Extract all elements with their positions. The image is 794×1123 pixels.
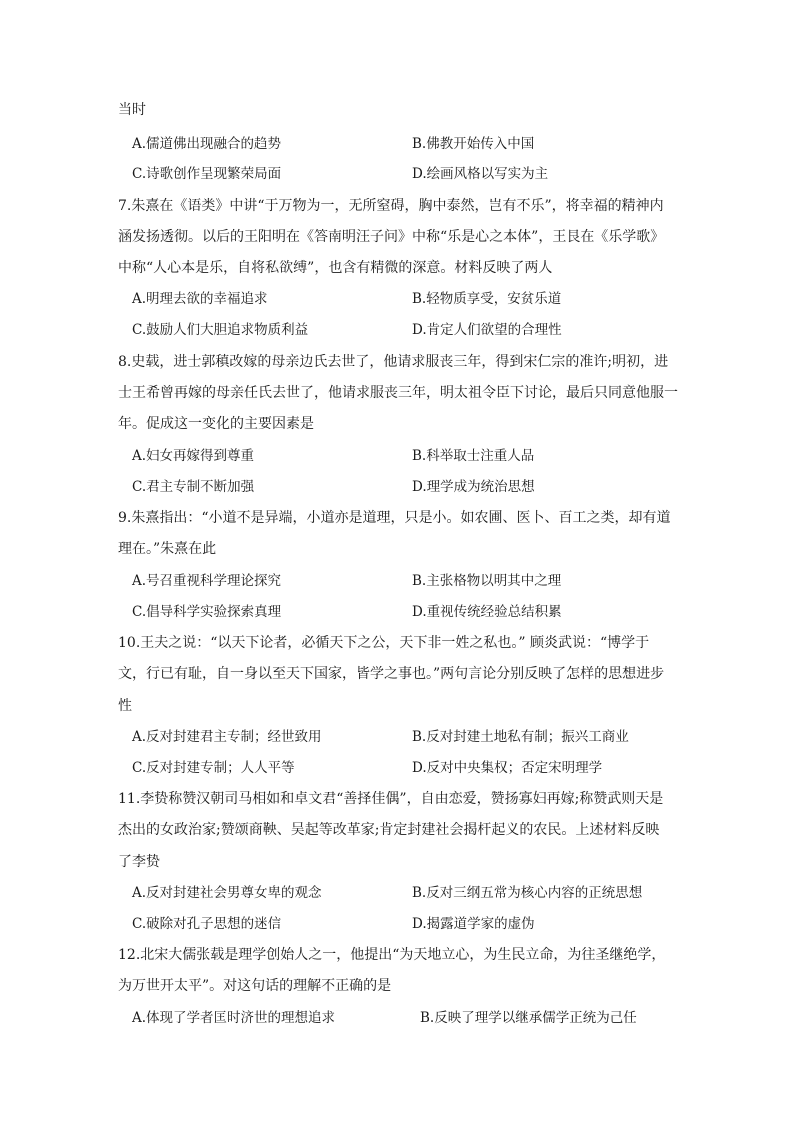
question-8-option-b: B.科举取士注重人品 [412,448,535,464]
question-7-stem-line-2: 涵发扬透彻。以后的王阳明在《答南明汪子问》中称“乐是心之本体”，王艮在《乐学歌》 [118,229,665,245]
question-11-option-d: D.揭露道学家的虚伪 [412,916,535,932]
question-10-stem-line-1: 10.王夫之说：“以天下论者，必循天下之公，天下非一姓之私也。” 顾炎武说：“博学于 [118,635,650,651]
question-8-option-c: C.君主专制不断加强 [132,479,255,495]
question-7-option-b: B.轻物质享受，安贫乐道 [412,291,562,307]
question-12-option-a: A.体现了学者匡时济世的理想追求 [132,1010,336,1026]
question-7-option-c: C.鼓励人们大胆追求物质利益 [132,322,309,338]
question-11-option-b: B.反对三纲五常为核心内容的正统思想 [412,885,643,901]
question-9-stem-line-2: 理在。”朱熹在此 [118,541,217,557]
question-8-stem-line-1: 8.史载，进士郭稹改嫁的母亲边氏去世了，他请求服丧三年，得到宋仁宗的准许;明初，进 [118,354,669,370]
question-8-stem-line-2: 士王希曾再嫁的母亲任氏去世了，他请求服丧三年，明太祖令臣下讨论，最后只同意他服一 [118,385,678,401]
question-7-stem-line-1: 7.朱熹在《语类》中讲“于万物为一，无所窒碍，胸中泰然，岂有不乐”，将幸福的精神内 [118,198,664,214]
question-8-option-a: A.妇女再嫁得到尊重 [132,448,255,464]
question-6-stem-line-1: 当时 [118,102,146,118]
question-9-stem-line-1: 9.朱熹指出：“小道不是异端，小道亦是道理，只是小。如农圃、医卜、百工之类，却有道 [118,510,671,526]
question-11-option-a: A.反对封建社会男尊女卑的观念 [132,885,322,901]
question-11-stem-line-3: 了李贽 [118,854,160,870]
question-10-stem-line-3: 性 [118,698,132,714]
question-9-option-a: A.号召重视科学理论探究 [132,573,282,589]
question-12-option-b: B.反映了理学以继承儒学正统为己任 [420,1010,637,1026]
question-7-option-a: A.明理去欲的幸福追求 [132,291,268,307]
question-7-option-d: D.肯定人们欲望的合理性 [412,322,562,338]
question-12-stem-line-2: 为万世开太平”。对这句话的理解不正确的是 [118,978,392,994]
question-10-option-c: C.反对封建专制；人人平等 [132,760,295,776]
question-6-option-d: D.绘画风格以写实为主 [412,166,549,182]
question-6-option-a: A.儒道佛出现融合的趋势 [132,136,282,152]
question-8-option-d: D.理学成为统治思想 [412,479,535,495]
question-10-stem-line-2: 文，行已有耻，自一身以至天下国家，皆学之事也。”两句言论分别反映了怎样的思想进步 [118,666,665,682]
question-9-option-c: C.倡导科学实验探索真理 [132,604,282,620]
question-7-stem-line-3: 中称“人心本是乐，自将私欲缚”，也含有精微的深意。材料反映了两人 [118,260,553,276]
question-12-stem-line-1: 12.北宋大儒张载是理学创始人之一，他提出“为天地立心，为生民立命，为往圣继绝学， [118,947,666,963]
question-10-option-a: A.反对封建君主专制；经世致用 [132,729,322,745]
question-9-option-d: D.重视传统经验总结积累 [412,604,562,620]
question-11-stem-line-1: 11.李贽称赞汉朝司马相如和卓文君“善择佳偶”，自由恋爱，赞扬寡妇再嫁;称赞武则天是 [118,791,664,807]
question-8-stem-line-3: 年。促成这一变化的主要因素是 [118,416,314,432]
question-6-option-b: B.佛教开始传入中国 [412,136,535,152]
question-9-option-b: B.主张格物以明其中之理 [412,573,562,589]
question-10-option-d: D.反对中央集权；否定宋明理学 [412,760,603,776]
question-11-stem-line-2: 杰出的女政治家;赞颂商鞅、吴起等改革家;肯定封建社会揭杆起义的农民。上述材料反映 [118,822,660,838]
question-11-option-c: C.破除对孔子思想的迷信 [132,916,282,932]
question-6-option-c: C.诗歌创作呈现繁荣局面 [132,166,282,182]
question-10-option-b: B.反对封建土地私有制；振兴工商业 [412,729,629,745]
